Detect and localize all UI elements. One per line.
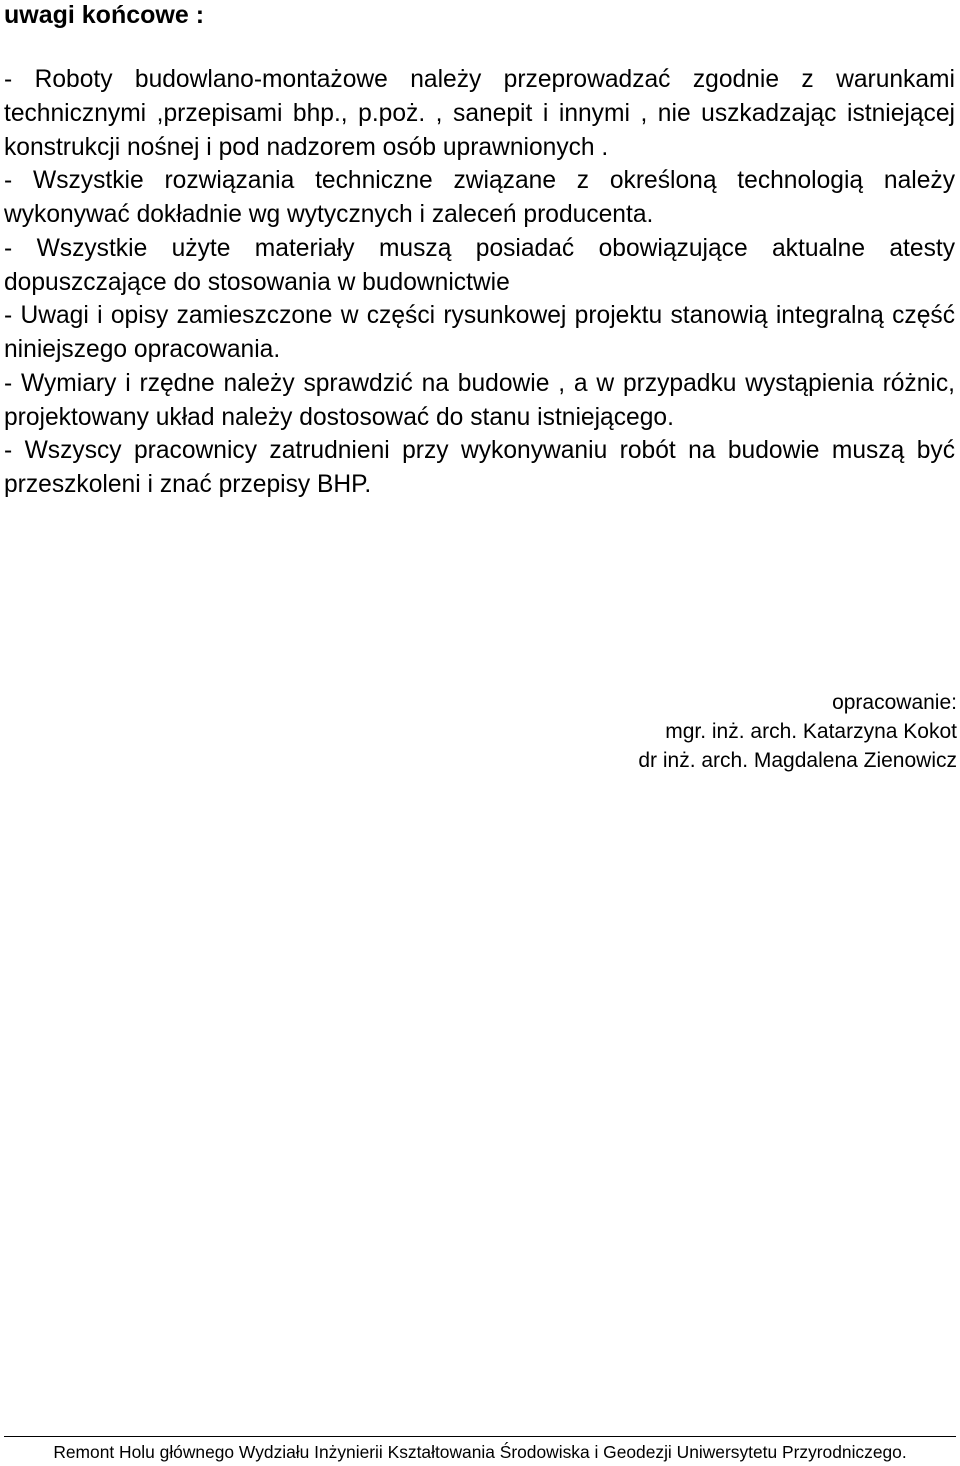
signature-author-2: dr inż. arch. Magdalena Zienowicz: [638, 749, 957, 772]
page-footer: Remont Holu głównego Wydziału Inżynierii Kształtowania Środowiska i Geodezji Uniwersytetu Przyrodniczego.: [53, 1442, 907, 1462]
signature-author-1: mgr. inż. arch. Katarzyna Kokot: [665, 720, 957, 743]
remark-paragraph-2: - Wszystkie rozwiązania techniczne związane z określoną technologią należy wykonywać dokładnie wg wytycznych i zaleceń producenta.: [4, 167, 955, 228]
remark-paragraph-1: - Roboty budowlano-montażowe należy przeprowadzać zgodnie z warunkami technicznymi ,przepisami bhp., p.poż. , sanepit i innymi , nie uszkadzając istniejącej konstrukcji nośnej i pod nadzorem osób uprawnionych .: [4, 66, 955, 161]
remark-paragraph-4: - Uwagi i opisy zamieszczone w części rysunkowej projektu stanowią integralną część niniejszego opracowania.: [4, 302, 955, 363]
remarks-list: [4, 63, 955, 502]
remark-paragraph-3: - Wszystkie użyte materiały muszą posiadać obowiązujące aktualne atesty dopuszczające do stosowania w budownictwie: [4, 234, 955, 296]
remark-paragraph-6: - Wszyscy pracownicy zatrudnieni przy wykonywaniu robót na budowie muszą być przeszkoleni i znać przepisy BHP.: [4, 437, 955, 498]
remark-paragraph-5: - Wymiary i rzędne należy sprawdzić na budowie , a w przypadku wystąpienia różnic, projektowany układ należy dostosować do stanu istniejącego.: [4, 369, 955, 431]
signature-label: opracowanie:: [832, 691, 957, 714]
document-heading: uwagi końcowe :: [4, 1, 205, 29]
footer-divider: [4, 1436, 956, 1437]
signature-block: [638, 688, 957, 775]
